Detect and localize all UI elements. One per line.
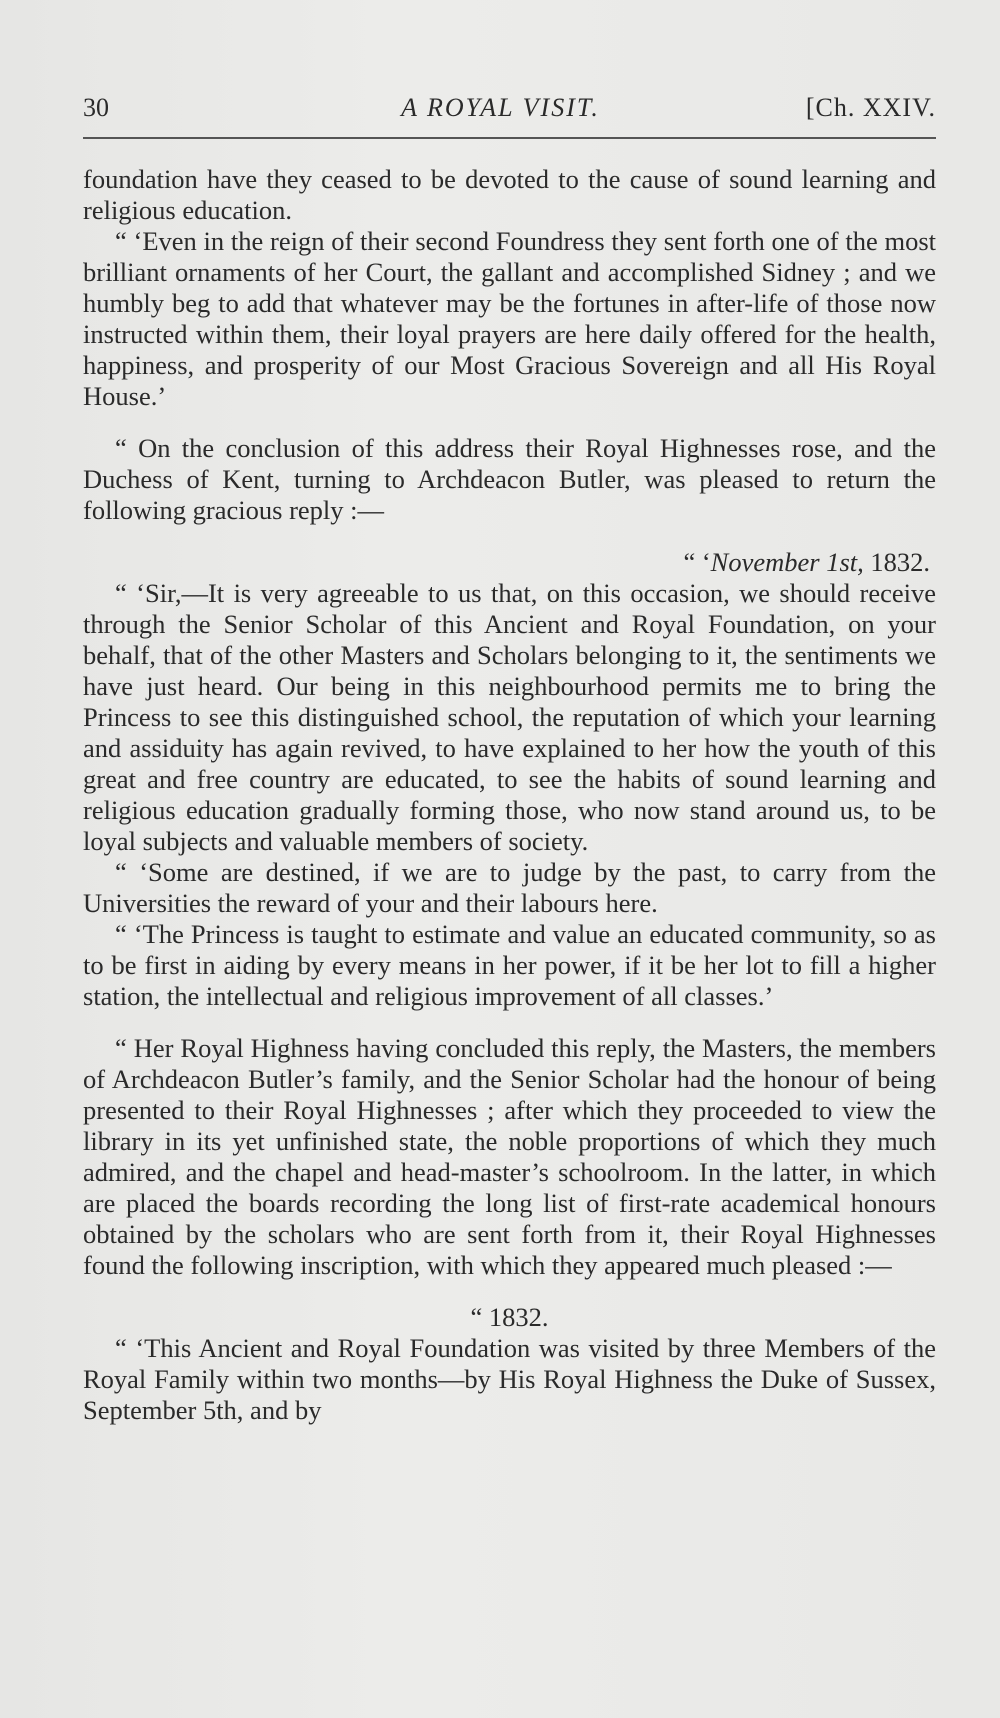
date-month: November 1st, bbox=[710, 547, 864, 577]
paragraph-7: “ Her Royal Highness having concluded this reply, the Masters, the members of Archdeacon Butler’s family, and the Senior Scholar had the honour of being presented to their Royal Highnesses ; after which they proceeded to view the library in its yet unfinished state, the noble proportions of which they much admired, and the chapel and head-master’s schoolroom. In the latter, in which are placed the boards recording the long list of first-rate academical honours obtained by the scholars who are sent forth from it, their Royal Highnesses found the following inscription, with which they appeared much pleased :— bbox=[83, 1033, 936, 1280]
header-rule bbox=[83, 137, 936, 139]
paragraph-2: “ ‘Even in the reign of their second Foundress they sent forth one of the most brilliant ornaments of her Court, the gallant and accomplished Sidney ; and we humbly beg to add that whatever may be the fortunes in after-life of those now instructed within them, their loyal prayers are here daily offered for the health, happiness, and prosperity of our Most Gracious Sovereign and all His Royal House.’ bbox=[83, 226, 936, 411]
date-year: 1832. bbox=[863, 547, 930, 577]
inscription-year: “ 1832. bbox=[470, 1302, 549, 1332]
page-header bbox=[83, 88, 936, 128]
chapter-reference: [Ch. XXIV. bbox=[805, 93, 936, 122]
body-text bbox=[83, 164, 936, 1426]
paragraph-8: “ ‘This Ancient and Royal Foundation was visited by three Members of the Royal Family within two months—by His Royal Highness the Duke of Sussex, September 5th, and by bbox=[83, 1333, 936, 1425]
running-title: A ROYAL VISIT. bbox=[401, 93, 600, 122]
paragraph-1: foundation have they ceased to be devoted to the cause of sound learning and religious education. bbox=[83, 164, 936, 225]
date-open-quote: “ ‘ bbox=[683, 547, 711, 577]
page-number: 30 bbox=[83, 93, 109, 122]
paragraph-6: “ ‘The Princess is taught to estimate and value an educated community, so as to be first in aiding by every means in her power, if it be her lot to fill a higher station, the intellectual and religious improvement of all classes.’ bbox=[83, 919, 936, 1011]
paragraph-4: “ ‘Sir,—It is very agreeable to us that, on this occasion, we should receive through the Senior Scholar of this Ancient and Royal Foundation, on your behalf, that of the other Masters and Scholars belonging to it, the sentiments we have just heard. Our being in this neighbourhood permits me to bring the Princess to see this distinguished school, the reputation of which your learning and assiduity has again revived, to have explained to her how the youth of this great and free country are educated, to see the habits of sound learning and religious education gradually forming those, who now stand around us, to be loyal subjects and valuable members of society. bbox=[83, 578, 936, 856]
paragraph-5: “ ‘Some are destined, if we are to judge by the past, to carry from the Universities the reward of your and their labours here. bbox=[83, 857, 936, 918]
letter-date bbox=[83, 547, 936, 578]
paragraph-3: “ On the conclusion of this address their Royal Highnesses rose, and the Duchess of Kent, turning to Archdeacon Butler, was pleased to return the following gracious reply :— bbox=[83, 433, 936, 525]
